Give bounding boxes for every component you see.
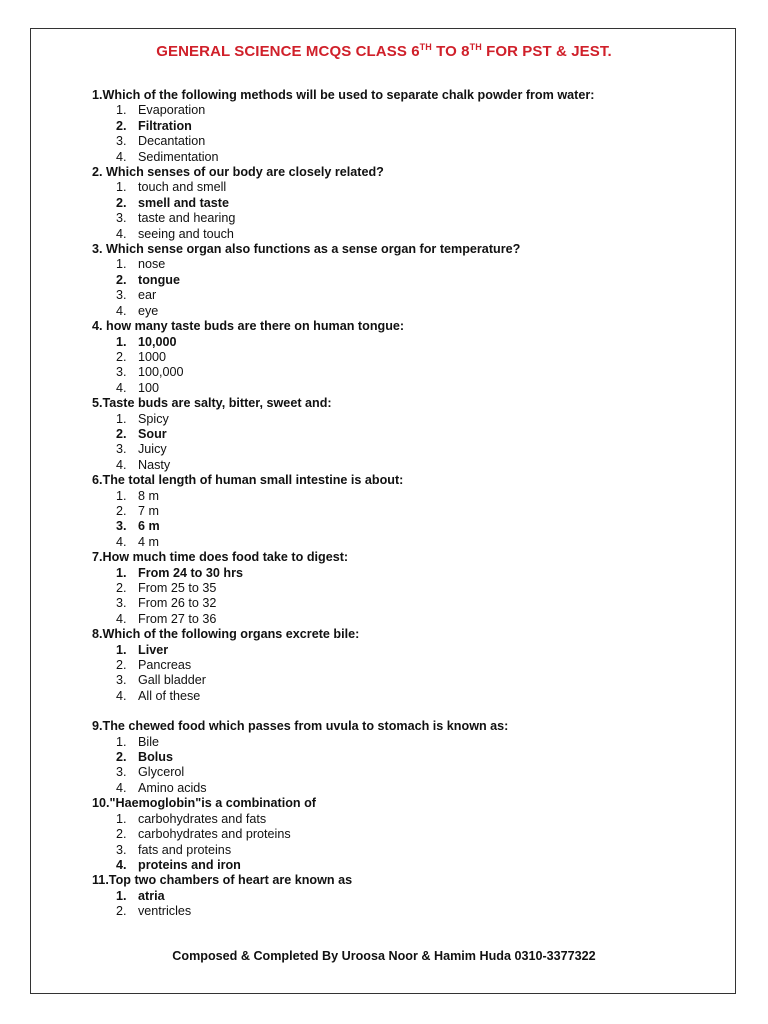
question-text: 3. Which sense organ also functions as a sense organ for temperature? (92, 242, 521, 257)
option-number: 2. (116, 349, 127, 364)
title-part-1: GENERAL SCIENCE MCQS CLASS 6 (156, 43, 420, 60)
option-item-correct (116, 750, 692, 765)
option-text: 1000 (138, 349, 167, 364)
option-text: Liver (138, 642, 169, 657)
option-number: 1. (116, 734, 127, 749)
option-number: 2. (116, 426, 127, 441)
option-item (116, 765, 692, 780)
question-block (92, 88, 692, 165)
option-item (116, 134, 692, 149)
option-text: taste and hearing (138, 211, 236, 226)
option-number: 3. (116, 211, 127, 226)
question-block (92, 550, 692, 627)
option-item (116, 735, 692, 750)
title-part-2: TO 8 (431, 43, 470, 60)
option-text: atria (138, 888, 165, 903)
question-list (92, 88, 692, 920)
question-block (92, 396, 692, 473)
option-item-correct (116, 858, 692, 873)
question-text: 2. Which senses of our body are closely related? (92, 165, 384, 180)
option-item (116, 211, 692, 226)
option-item (116, 673, 692, 688)
option-text: 8 m (138, 488, 159, 503)
option-number: 2. (116, 272, 127, 287)
option-item (116, 412, 692, 427)
option-item (116, 227, 692, 242)
option-item (116, 581, 692, 596)
question-block (92, 627, 692, 704)
option-number: 2. (116, 750, 127, 765)
option-list (92, 180, 692, 242)
option-text: From 25 to 35 (138, 581, 217, 595)
option-text: Pancreas (138, 658, 192, 673)
option-item (116, 180, 692, 195)
question-text: 8.Which of the following organs excrete bile: (92, 627, 360, 642)
option-text: fats and proteins (138, 842, 232, 857)
question-block (92, 719, 692, 796)
option-number: 1. (116, 411, 127, 426)
question-text: 1.Which of the following methods will be used to separate chalk powder from water: (92, 88, 595, 102)
option-item (116, 827, 692, 842)
option-item (116, 535, 692, 550)
option-item (116, 612, 692, 627)
option-number: 4. (116, 857, 127, 872)
option-number: 3. (116, 365, 127, 380)
option-text: ear (138, 288, 157, 303)
question-block (92, 165, 692, 242)
option-text: touch and smell (138, 180, 227, 195)
option-item (116, 257, 692, 272)
question-text: 6.The total length of human small intestine is about: (92, 473, 404, 488)
option-number: 4. (116, 611, 127, 626)
option-item (116, 596, 692, 611)
option-number: 2. (116, 658, 127, 673)
option-text: 10,000 (138, 334, 177, 349)
option-list (92, 889, 692, 920)
option-number: 1. (116, 488, 127, 503)
option-number: 4. (116, 149, 127, 164)
option-number: 2. (116, 195, 127, 210)
title-superscript-1: TH (419, 42, 432, 52)
option-item-correct (116, 566, 692, 581)
option-number: 3. (116, 519, 127, 534)
option-item (116, 504, 692, 519)
option-text: 6 m (138, 519, 160, 534)
option-text: carbohydrates and fats (138, 811, 267, 826)
option-text: ventricles (138, 904, 192, 919)
option-number: 4. (116, 303, 127, 318)
option-item (116, 781, 692, 796)
title-part-3: FOR PST & JEST. (481, 43, 612, 60)
question-text: 7.How much time does food take to digest: (92, 550, 349, 565)
option-item (116, 658, 692, 673)
option-text: Juicy (138, 442, 167, 457)
option-item (116, 150, 692, 165)
option-item-correct (116, 119, 692, 134)
option-text: Filtration (138, 118, 192, 133)
option-number: 3. (116, 134, 127, 149)
option-number: 1. (116, 811, 127, 826)
option-item (116, 442, 692, 457)
option-text: 100,000 (138, 365, 184, 380)
option-text: carbohydrates and proteins (138, 827, 291, 842)
option-list (92, 335, 692, 397)
option-item (116, 350, 692, 365)
option-list (92, 257, 692, 319)
option-item (116, 103, 692, 118)
page-title (0, 43, 768, 60)
option-item (116, 904, 692, 919)
question-text: 4. how many taste buds are there on human tongue: (92, 319, 405, 334)
option-list (92, 735, 692, 797)
option-item (116, 812, 692, 827)
option-text: Evaporation (138, 103, 206, 118)
question-block (92, 796, 692, 873)
option-item (116, 381, 692, 396)
option-item-correct (116, 196, 692, 211)
option-text: Sour (138, 426, 167, 441)
option-list (92, 643, 692, 705)
option-text: nose (138, 257, 166, 272)
question-text: 5.Taste buds are salty, bitter, sweet and: (92, 396, 332, 411)
option-text: Amino acids (138, 780, 207, 795)
option-text: smell and taste (138, 195, 229, 210)
option-text: Glycerol (138, 765, 185, 780)
option-text: 7 m (138, 503, 159, 518)
option-text: From 24 to 30 hrs (138, 565, 243, 580)
option-item (116, 843, 692, 858)
question-text: 11.Top two chambers of heart are known as (92, 873, 353, 888)
option-number: 2. (116, 118, 127, 133)
option-text: eye (138, 303, 159, 318)
footer-credits: Composed & Completed By Uroosa Noor & Hamim Huda 0310-3377322 (172, 949, 596, 963)
option-number: 1. (116, 257, 127, 272)
option-text: All of these (138, 688, 201, 703)
option-list (92, 812, 692, 874)
option-number: 1. (116, 888, 127, 903)
option-item (116, 458, 692, 473)
option-text: From 27 to 36 (138, 611, 217, 626)
option-number: 2. (116, 904, 127, 919)
option-item-correct (116, 273, 692, 288)
option-item (116, 365, 692, 380)
option-number: 3. (116, 765, 127, 780)
option-text: Bile (138, 734, 159, 749)
option-number: 3. (116, 288, 127, 303)
option-item-correct (116, 335, 692, 350)
option-number: 3. (116, 673, 127, 688)
option-number: 1. (116, 642, 127, 657)
option-text: From 26 to 32 (138, 596, 217, 611)
option-number: 4. (116, 226, 127, 241)
option-item (116, 489, 692, 504)
option-text: 100 (138, 380, 160, 395)
option-number: 4. (116, 534, 127, 549)
option-list (92, 103, 692, 165)
option-number: 3. (116, 442, 127, 457)
option-number: 3. (116, 596, 127, 611)
option-text: Gall bladder (138, 673, 206, 688)
option-number: 2. (116, 581, 127, 595)
option-number: 1. (116, 334, 127, 349)
option-text: Decantation (138, 134, 206, 149)
title-superscript-2: TH (469, 42, 482, 52)
option-text: proteins and iron (138, 857, 241, 872)
option-number: 1. (116, 565, 127, 580)
option-number: 3. (116, 842, 127, 857)
option-text: Spicy (138, 411, 169, 426)
option-number: 4. (116, 688, 127, 703)
option-list (92, 566, 692, 628)
option-number: 4. (116, 380, 127, 395)
question-spacer (92, 704, 692, 719)
option-text: 4 m (138, 534, 159, 549)
question-block (92, 319, 692, 396)
question-block (92, 873, 692, 919)
option-number: 1. (116, 103, 127, 118)
option-item (116, 288, 692, 303)
option-list (92, 412, 692, 474)
question-block (92, 242, 692, 319)
option-item-correct (116, 643, 692, 658)
option-item-correct (116, 427, 692, 442)
question-block (92, 473, 692, 550)
option-item (116, 689, 692, 704)
option-text: seeing and touch (138, 226, 234, 241)
option-text: Nasty (138, 457, 171, 472)
option-text: Bolus (138, 750, 173, 765)
option-item (116, 304, 692, 319)
option-number: 2. (116, 503, 127, 518)
option-number: 1. (116, 180, 127, 195)
option-number: 2. (116, 827, 127, 842)
option-text: Sedimentation (138, 149, 219, 164)
option-item-correct (116, 889, 692, 904)
option-item-correct (116, 519, 692, 534)
option-number: 4. (116, 780, 127, 795)
question-text: 9.The chewed food which passes from uvula to stomach is known as: (92, 719, 509, 734)
option-text: tongue (138, 272, 180, 287)
question-text: 10."Haemoglobin"is a combination of (92, 796, 316, 811)
option-number: 4. (116, 457, 127, 472)
option-list (92, 489, 692, 551)
